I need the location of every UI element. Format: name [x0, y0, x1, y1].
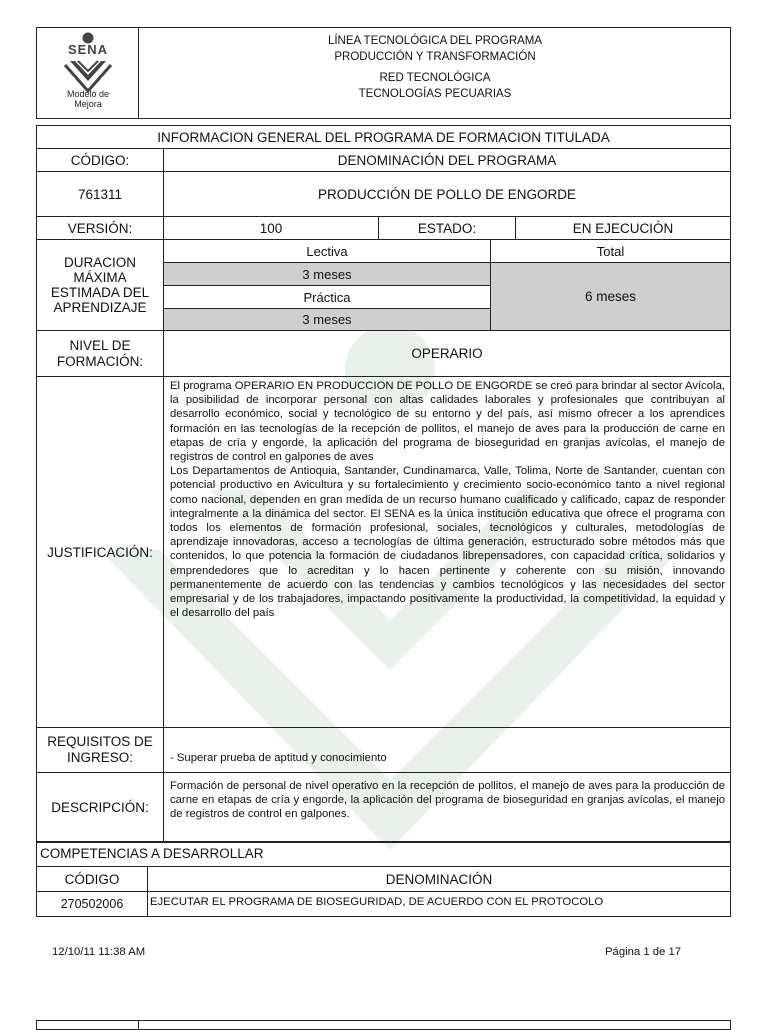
requisitos-value: - Superar prueba de aptitud y conocimiento — [170, 752, 387, 764]
justificacion-label: JUSTIFICACIÓN: — [47, 544, 153, 560]
next-page-header-box — [36, 1020, 731, 1030]
practica-value: 3 meses — [164, 309, 490, 330]
footer-datetime: 12/10/11 11:38 AM — [52, 946, 146, 958]
denominacion-value: PRODUCCIÓN DE POLLO DE ENGORDE — [317, 186, 577, 202]
nivel-label: NIVEL DE FORMACIÓN: — [56, 337, 144, 369]
header-line-2: PRODUCCIÓN Y TRANSFORMACIÓN — [334, 51, 536, 63]
logo-caption: Modelo de Mejora — [66, 89, 110, 109]
header-line-4: TECNOLOGÍAS PECUARIAS — [358, 88, 512, 100]
header-line-3: RED TECNOLÓGICA — [379, 72, 491, 84]
descripcion-label: DESCRIPCIÓN: — [51, 800, 149, 815]
sena-logo-icon — [40, 31, 136, 93]
competencia-row-codigo: 270502006 — [60, 897, 124, 911]
logo-text: SENA — [67, 42, 109, 57]
practica-label: Práctica — [303, 289, 351, 305]
version-label: VERSIÓN: — [67, 220, 133, 236]
competencias-title: COMPETENCIAS A DESARROLLAR — [40, 846, 264, 861]
descripcion-text: Formación de personal de nivel operativo en la recepción de pollitos, el manejo de aves para la producción de carne en etapas de cría y engorde, la aplicación del programa de bioseguridad en granjas avícolas, el manejo de registros de control en galpones. — [170, 780, 725, 821]
duracion-label: DURACION MÁXIMA ESTIMADA DEL APRENDIZAJE — [50, 255, 150, 315]
sena-logo — [40, 31, 136, 117]
lectiva-label: Lectiva — [306, 243, 348, 259]
competencia-row-denominacion: EJECUTAR EL PROGRAMA DE BIOSEGURIDAD, DE ACUERDO CON EL PROTOCOLO — [150, 896, 604, 908]
codigo-label: CÓDIGO: — [70, 152, 130, 168]
estado-label: ESTADO: — [417, 220, 477, 236]
justificacion-paragraph-2: Los Departamentos de Antioquia, Santander, Cundinamarca, Valle, Tolima, Norte de Santander, cuentan con potencial productivo en Avicultura y su fortalecimiento y crecimiento socio-económico tanto a nivel regional como nacional, dependen en gran medida de un recurso humano cualificado y calificado, capaz de responder integralmente a la dinámica del sector. El SENA es la única institución educativa que ofrece el programa con todos los elementos de formación profesional, sociales, tecnológicos y culturales, metodologías de aprendizaje innovadoras, acceso a tecnologías de última generación, estructurado sobre métodos más que contenidos, lo que potencia la formación de ciudadanos librepensadores, con capacidad crítica, solidarios y emprendedores que lo acreditan y lo hacen pertinente y coherente con su misión, innovando permanentemente de acuerdo con las tendencias y cambios tecnológicos y las necesidades del sector empresarial y de los trabajadores, impactando positivamente la productividad, la competitividad, la equidad y el desarrollo del país — [170, 465, 725, 620]
total-value: 6 meses — [491, 263, 730, 330]
competencias-codigo-label: CÓDIGO — [64, 871, 120, 887]
codigo-value: 761311 — [77, 186, 123, 202]
estado-value: EN EJECUCIÓN — [572, 220, 674, 236]
denominacion-label: DENOMINACIÓN DEL PROGRAMA — [337, 152, 557, 168]
total-label: Total — [596, 243, 625, 259]
justificacion-paragraph-1: El programa OPERARIO EN PRODUCCION DE POLLO DE ENGORDE se creó para brindar al sector Avícola, la posibilidad de incorporar personal con altas calidades laborales y profesionales que contribuyan al desarrollo económico, social y tecnológico de su entorno y del país, así mismo ofrecer a los aprendices formación en las tecnologías de la recepción de pollitos, el manejo de aves para la producción de carne en etapas de cría y engorde, la aplicación del programa de bioseguridad en granjas avícolas, el manejo de registros de control en galpones de aves — [170, 380, 725, 464]
table-title: INFORMACION GENERAL DEL PROGRAMA DE FORMACION TITULADA — [157, 129, 610, 145]
header-text — [139, 33, 731, 102]
next-page-divider — [138, 1020, 139, 1030]
version-value: 100 — [259, 220, 283, 236]
header-line-1: LÍNEA TECNOLÓGICA DEL PROGRAMA — [327, 35, 543, 47]
justificacion-cell — [164, 377, 730, 727]
footer-page: Página 1 de 17 — [605, 946, 682, 958]
requisitos-label: REQUISITOS DE INGRESO: — [47, 734, 153, 765]
lectiva-value: 3 meses — [164, 263, 490, 285]
competencias-denominacion-label: DENOMINACIÓN — [385, 871, 493, 887]
nivel-value: OPERARIO — [411, 346, 483, 361]
